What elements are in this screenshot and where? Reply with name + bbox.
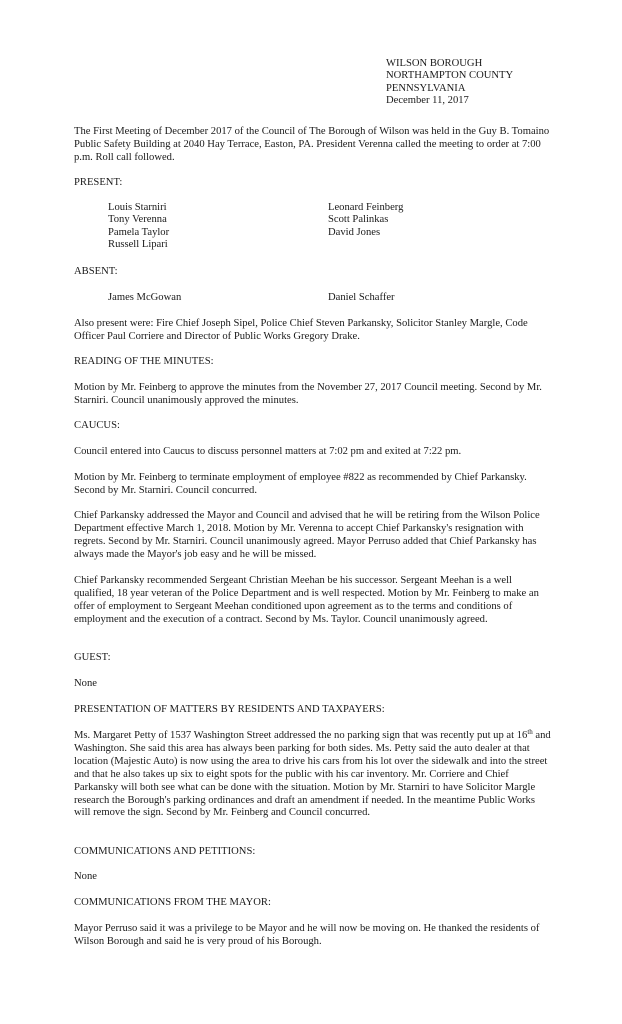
intro-paragraph: The First Meeting of December 2017 of the Council of The Borough of Wilson was held in the Guy B. Tomaino Public Safety Building at 2040 Hay Terrace, Easton, PA. President Verenna called the meeting to order at 7:00 p.m. Roll call followed. <box>74 126 550 163</box>
guest-heading: GUEST: <box>74 652 111 663</box>
guest-text: None <box>74 678 97 689</box>
communications-text: None <box>74 871 97 882</box>
present-member: Russell Lipari <box>108 239 168 251</box>
minutes-heading: READING OF THE MINUTES: <box>74 356 214 367</box>
caucus-paragraph: Motion by Mr. Feinberg to terminate employment of employee #822 as recommended by Chief Parkansky. Second by Mr. Starniri. Council concurred. <box>74 472 527 496</box>
mayor-heading: COMMUNICATIONS FROM THE MAYOR: <box>74 897 271 908</box>
present-list-right <box>328 202 403 239</box>
present-list-left <box>108 202 169 252</box>
document-header <box>386 58 513 108</box>
present-member: Scott Palinkas <box>328 214 389 226</box>
caucus-paragraph: Chief Parkansky addressed the Mayor and Council and advised that he will be retiring from the Wilson Police Department effective March 1, 2018. Motion by Mr. Verenna to accept Chief Parkansky's resignation with regrets. Second by Mr. Starniri. Council unanimously agreed. Mayor Perruso added that Chief Parkansky has always made the Mayor's job easy and he will be missed. <box>74 510 540 560</box>
presentation-text-part: Ms. Margaret Petty of 1537 Washington Street addressed the no parking sign that was recently put up at 16 <box>74 730 528 741</box>
caucus-paragraph: Chief Parkansky recommended Sergeant Christian Meehan be his successor. Sergeant Meehan is a well qualified, 18 year veteran of the Police Department and is well respected. Motion by Mr. Feinberg to make an offer of employment to Sergeant Meehan conditioned upon agreement as to the terms and conditions of employment and the execution of a contract. Second by Ms. Taylor. Council unanimously agreed. <box>74 575 539 625</box>
present-member: Tony Verenna <box>108 214 167 226</box>
absent-member: James McGowan <box>108 292 182 303</box>
minutes-paragraph: Motion by Mr. Feinberg to approve the minutes from the November 27, 2017 Council meeting. Second by Mr. Starniri. Council unanimously approved the minutes. <box>74 382 542 406</box>
present-member: Pamela Taylor <box>108 226 170 238</box>
presentation-heading: PRESENTATION OF MATTERS BY RESIDENTS AND TAXPAYERS: <box>74 704 385 715</box>
caucus-heading: CAUCUS: <box>74 420 120 431</box>
presentation-text-part: and Washington. She said this area has always been parking for both sides. Ms. Petty said the auto dealer at that location (Majestic Auto) is now using the area to drive his cars from his lot over the sidewalk and into the street and that he also takes up six to eight spots for the public with his car inventory. Mr. Corriere and Chief Parkansky will both see what can be done with the situation. Motion by Mr. Starniri to have Solicitor Margle research the Borough's parking ordinances and draft an amendment if needed. In the meantime Public Works will remove the sign. Second by Mr. Feinberg and Council concurred. <box>74 730 551 819</box>
present-member: David Jones <box>328 226 381 238</box>
county-name: NORTHAMPTON COUNTY <box>386 70 514 82</box>
mayor-paragraph: Mayor Perruso said it was a privilege to be Mayor and he will now be moving on. He thanked the residents of Wilson Borough and said he is very proud of his Borough. <box>74 923 540 947</box>
absent-member: Daniel Schaffer <box>328 292 395 303</box>
present-heading: PRESENT: <box>74 177 123 188</box>
meeting-date: December 11, 2017 <box>386 95 469 107</box>
borough-name: WILSON BOROUGH <box>386 58 483 69</box>
caucus-paragraph: Council entered into Caucus to discuss personnel matters at 7:02 pm and exited at 7:22 pm. <box>74 446 462 457</box>
also-present-paragraph: Also present were: Fire Chief Joseph Sipel, Police Chief Steven Parkansky, Solicitor Stanley Margle, Code Officer Paul Corriere and Director of Public Works Gregory Drake. <box>74 318 528 342</box>
present-member: Louis Starniri <box>108 202 167 213</box>
state-name: PENNSYLVANIA <box>386 82 466 94</box>
present-member: Leonard Feinberg <box>328 202 404 213</box>
ordinal-suffix: th <box>527 728 533 736</box>
presentation-paragraph <box>74 730 552 820</box>
communications-heading: COMMUNICATIONS AND PETITIONS: <box>74 846 256 857</box>
absent-heading: ABSENT: <box>74 266 118 277</box>
